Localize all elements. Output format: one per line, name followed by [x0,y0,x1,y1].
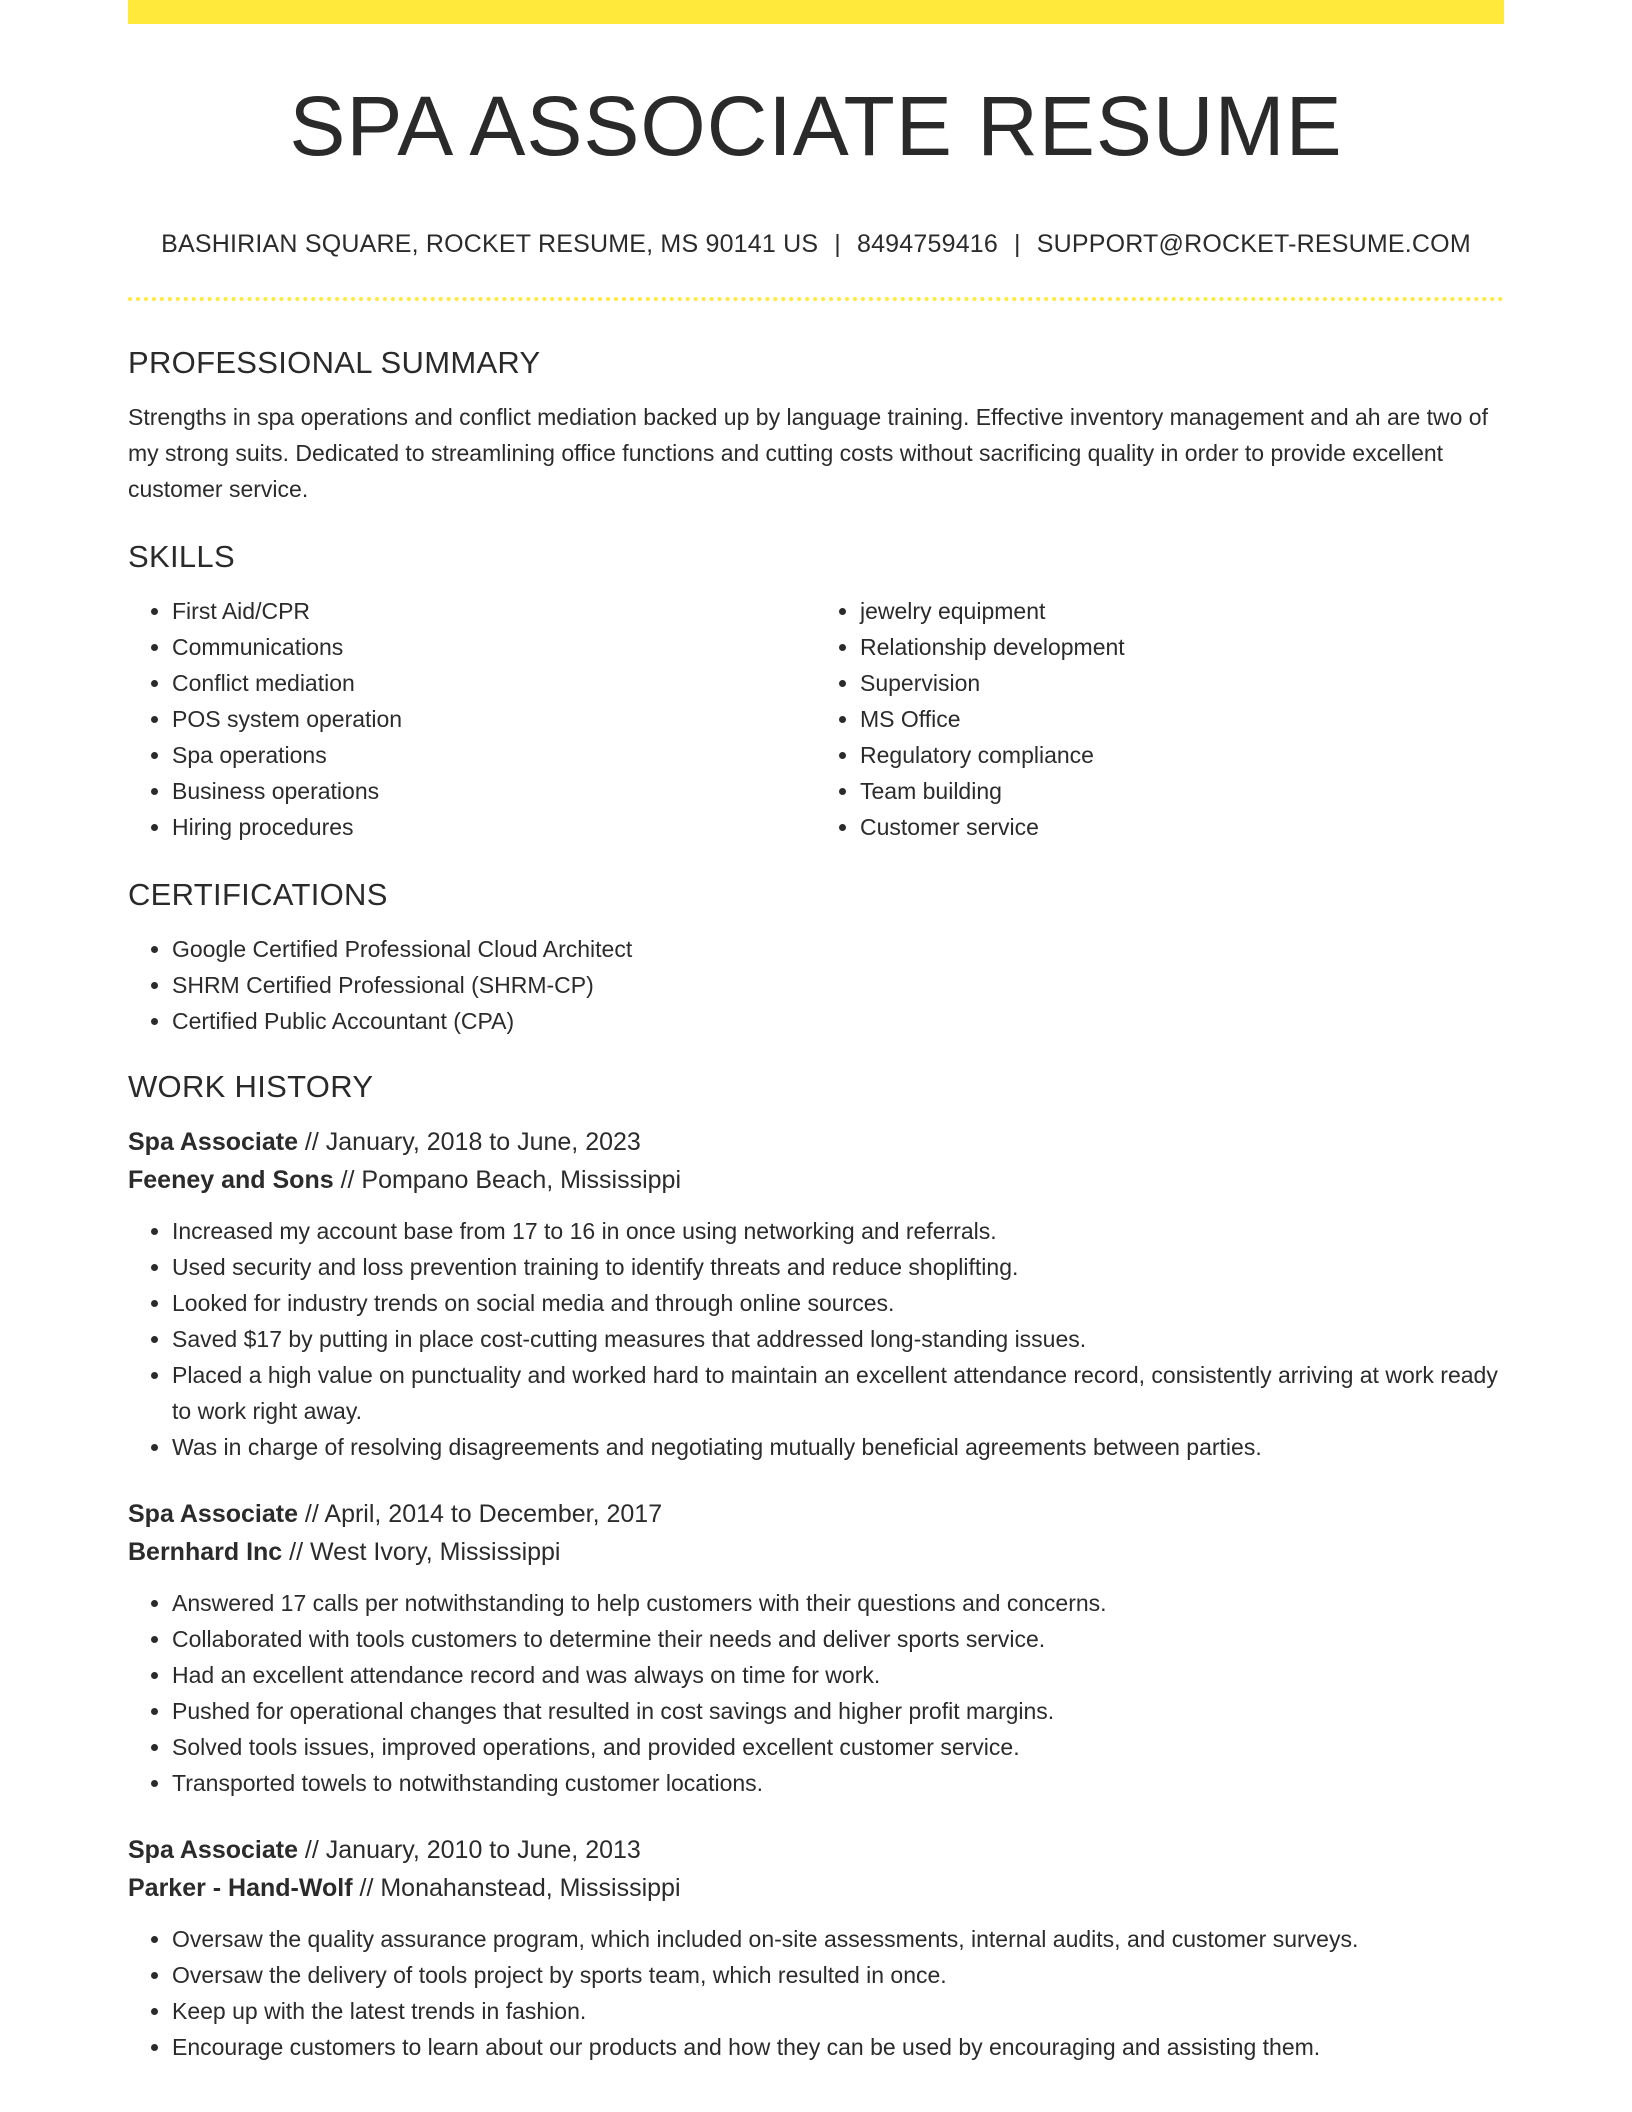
certification-item: • SHRM Certified Professional (SHRM-CP) [172,967,1504,1003]
job-bullet: • Oversaw the delivery of tools project by sports team, which resulted in once. [172,1957,1504,1993]
skills-list-left [128,593,816,845]
skill-item: • Regulatory compliance [860,737,1504,773]
job-bullet: • Placed a high value on punctuality and worked hard to maintain an excellent attendance record, consistently arriving at work ready to work right away. [172,1357,1504,1429]
job-role: Spa Associate [128,1836,298,1864]
job-company: Bernhard Inc [128,1538,283,1566]
contact-line [128,230,1504,259]
work-history-heading: WORK HISTORY [128,1069,374,1104]
job-location: // Monahanstead, Mississippi [352,1874,681,1902]
certifications-heading: CERTIFICATIONS [128,877,388,912]
skill-item: • Business operations [172,773,816,809]
certification-item: • Certified Public Accountant (CPA) [172,1003,1504,1039]
summary-text: Strengths in spa operations and conflict mediation backed up by language training. Effective inventory management and ah are two of my strong suits. Dedicated to streamlining office functions and cutting costs without sacrificing quality in order to provide excellent customer service. [128,404,1488,502]
contact-phone: 8494759416 [856,230,999,258]
job-bullet-list [128,1213,1504,1465]
dotted-divider [128,297,1504,301]
job-bullet: • Was in charge of resolving disagreements and negotiating mutually beneficial agreements between parties. [172,1429,1504,1465]
job-role-line [128,1123,1504,1161]
certification-item: • Google Certified Professional Cloud Architect [172,931,1504,967]
skill-item: • Supervision [860,665,1504,701]
job-bullet: • Increased my account base from 17 to 16 in once using networking and referrals. [172,1213,1504,1249]
skill-item: • jewelry equipment [860,593,1504,629]
job-bullet: • Encourage customers to learn about our products and how they can be used by encouraging and assisting them. [172,2029,1504,2065]
skill-item: • MS Office [860,701,1504,737]
skill-item: • Customer service [860,809,1504,845]
skills-columns [128,593,1504,845]
job-dates: // April, 2014 to December, 2017 [297,1500,663,1528]
job-company: Parker - Hand-Wolf [128,1874,353,1902]
job-bullet: • Answered 17 calls per notwithstanding to help customers with their questions and concerns. [172,1585,1504,1621]
job-role-line [128,1831,1504,1869]
job-bullet: • Solved tools issues, improved operations, and provided excellent customer service. [172,1729,1504,1765]
contact-separator: | [834,230,841,258]
job-company-line [128,1533,1504,1571]
resume-page [128,0,1504,2065]
summary-heading: PROFESSIONAL SUMMARY [128,345,541,380]
certifications-list [128,931,1504,1039]
job-bullet: • Looked for industry trends on social media and through online sources. [172,1285,1504,1321]
job-entry [128,1831,1504,2065]
job-bullet: • Transported towels to notwithstanding customer locations. [172,1765,1504,1801]
resume-title: SPA ASSOCIATE RESUME [289,79,1343,173]
job-bullet: • Keep up with the latest trends in fashion. [172,1993,1504,2029]
job-company-line [128,1161,1504,1199]
job-dates: // January, 2010 to June, 2013 [297,1836,641,1864]
skill-item: • Spa operations [172,737,816,773]
job-bullet: • Collaborated with tools customers to determine their needs and deliver sports service. [172,1621,1504,1657]
skill-item: • Relationship development [860,629,1504,665]
job-bullet-list [128,1585,1504,1801]
job-company-line [128,1869,1504,1907]
skill-item: • Conflict mediation [172,665,816,701]
job-bullet: • Pushed for operational changes that resulted in cost savings and higher profit margins. [172,1693,1504,1729]
job-bullet: • Saved $17 by putting in place cost-cutting measures that addressed long-standing issues. [172,1321,1504,1357]
job-bullet: • Used security and loss prevention training to identify threats and reduce shoplifting. [172,1249,1504,1285]
skill-item: • Hiring procedures [172,809,816,845]
job-role-line [128,1495,1504,1533]
job-role: Spa Associate [128,1500,298,1528]
job-bullet: • Oversaw the quality assurance program, which included on-site assessments, internal audits, and customer surveys. [172,1921,1504,1957]
job-role: Spa Associate [128,1128,298,1156]
job-company: Feeney and Sons [128,1166,334,1194]
skill-item: • Communications [172,629,816,665]
job-entry [128,1123,1504,1465]
contact-separator: | [1014,230,1021,258]
skills-list-right [816,593,1504,845]
skill-item: • First Aid/CPR [172,593,816,629]
accent-top-bar [128,0,1504,24]
job-location: // Pompano Beach, Mississippi [333,1166,682,1194]
job-bullet: • Had an excellent attendance record and was always on time for work. [172,1657,1504,1693]
job-dates: // January, 2018 to June, 2023 [297,1128,641,1156]
job-bullet-list [128,1921,1504,2065]
contact-email: SUPPORT@ROCKET-RESUME.COM [1036,230,1471,258]
skills-heading: SKILLS [128,539,235,574]
contact-address: BASHIRIAN SQUARE, ROCKET RESUME, MS 90141 US [161,230,819,258]
job-location: // West Ivory, Mississippi [282,1538,561,1566]
job-entry [128,1495,1504,1801]
skill-item: • POS system operation [172,701,816,737]
skill-item: • Team building [860,773,1504,809]
